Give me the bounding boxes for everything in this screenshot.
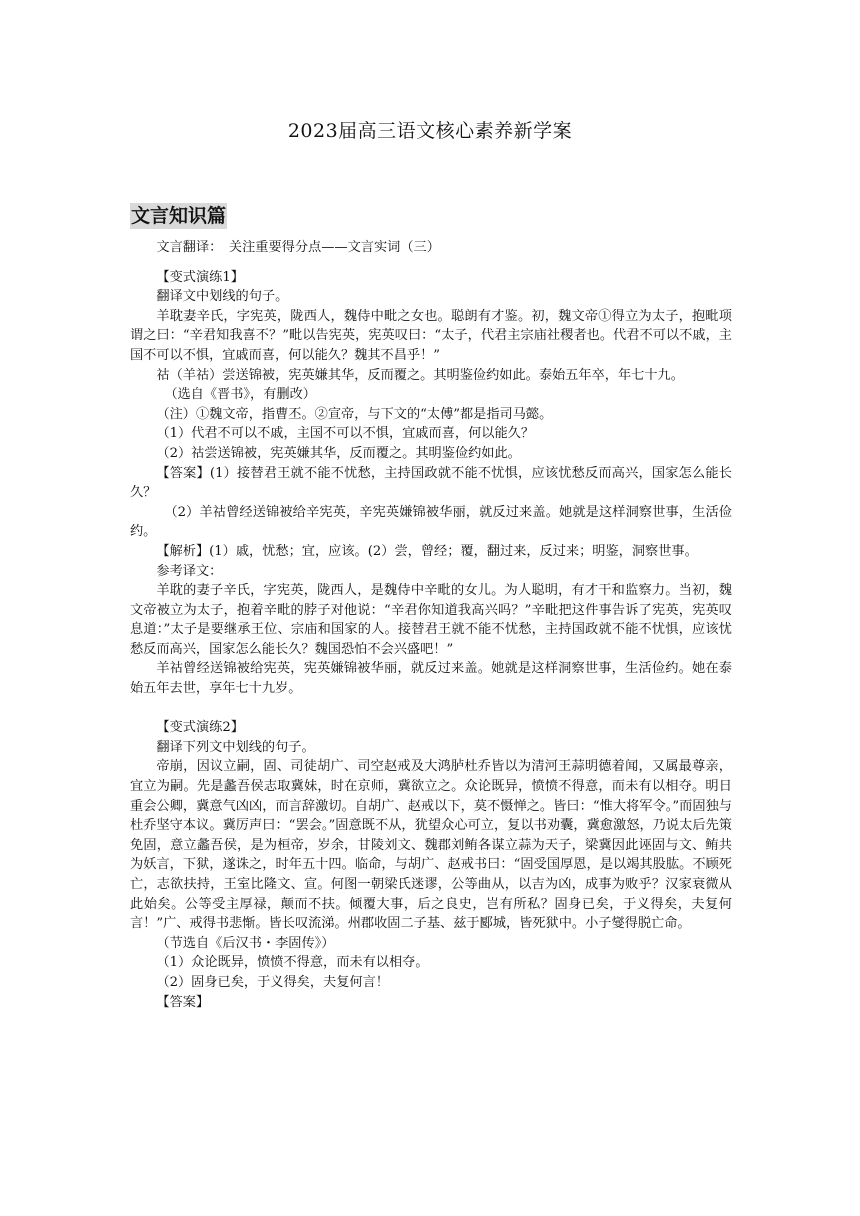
exercise-2-source: （节选自《后汉书・李固传》） [156,935,335,951]
exercise-1-reference-label: 参考译文： [156,563,223,579]
lesson-subtitle: 文言翻译： 关注重要得分点——文言实词（三） [156,240,440,255]
exercise-1-question-2: （2）祜尝送锦被，宪英嫌其华，反而覆之。其明鉴俭约如此。 [156,445,521,461]
exercise-1-heading: 【变式演练1】 [156,269,244,285]
exercise-1-passage: 羊耽妻辛氏，字宪英，陇西人，魏侍中毗之女也。聪朗有才鉴。初，魏文帝①得立为太子，抱毗项谓之曰：“辛君知我喜不？”毗以告宪英，宪英叹曰：“太子，代君主宗庙社稷者也。代君不可以不戚，主国不可以不惧，宜戚而喜，何以能久？魏其不昌乎！” [130,308,732,363]
document-body [130,238,732,1012]
exercise-2-passage: 帝崩，因议立嗣，固、司徒胡广、司空赵戒及大鸿胪杜乔皆以为清河王蒜明德着闻，又属最尊亲，宜立为嗣。先是蠡吾侯志取冀妹，时在京师，冀欲立之。众论既异，愤愤不得意，而未有以相夺。明日重会公卿，冀意气凶凶，而言辞激切。自胡广、赵戒以下，莫不慑惮之。皆曰：“惟大将军令。”而固独与杜乔坚守本议。冀厉声曰：“罢会。”固意既不从，犹望众心可立，复以书劝囊，冀愈激怒，乃说太后先策免固，意立蠡吾侯，是为桓帝，岁余，甘陵刘文、魏郡刘鲔各谋立蒜为天子，梁冀因此诬固与文、鲔共为妖言，下狱，遂诛之，时年五十四。临命，与胡广、赵戒书曰：“固受国厚恩，是以竭其股肱。不顾死亡，志欲扶持，王室比隆文、宣。何图一朝梁氏迷谬，公等曲从，以吉为凶，成事为败乎？汉家衰微从此始矣。公等受主厚禄，颠而不扶。倾覆大事，后之良史，岂有所私？固身已矣，于义得矣，夫复何言！”广、戒得书悲惭。皆长叹流涕。州郡收固二子基、兹于郾城，皆死狱中。小子燮得脱亡命。 [130,759,732,932]
page-title: 2023届高三语文核心素养新学案 [287,120,573,142]
exercise-1-reference-text: 羊耽的妻子辛氏，字宪英，陇西人，是魏侍中辛毗的女儿。为人聪明，有才干和监察力。当初，魏文帝被立为太子，抱着辛毗的脖子对他说：“辛君你知道我高兴吗？”辛毗把这件事告诉了宪英，宪英叹息道：”太子是要继承王位、宗庙和国家的人。接替君王就不能不忧愁，主持国政就不能不忧惧，应该忧愁反而高兴，国家怎么能长久？魏国恐怕不会兴盛吧！” [130,583,732,657]
exercise-1-question-1: （1）代君不可以不戚，主国不可以不惧，宜戚而喜，何以能久？ [156,426,535,442]
exercise-1-source: （选自《晋书》，有删改） [164,387,316,403]
section-heading: 文言知识篇 [131,205,227,227]
exercise-2-instruction: 翻译下列文中划线的句子。 [156,739,315,755]
exercise-2-heading: 【变式演练2】 [156,720,244,736]
exercise-1-answer-2: （2）羊祜曾经送锦被给辛宪英，辛宪英嫌锦被华丽，就反过来盖。她就是这样洞察世事，生活俭约。 [130,504,732,540]
exercise-1-passage: 祜（羊祜）尝送锦被，宪英嫌其华，反而覆之。其明鉴俭约如此。泰始五年卒，年七十九。 [156,367,684,383]
exercise-1-reference-text: 羊祜曾经送锦被给宪英，宪英嫌锦被华丽，就反过来盖。她就是这样洞察世事，生活俭约。她在泰始五年去世，享年七十九岁。 [130,661,732,697]
exercise-2-question-1: （1）众论既异，愤愤不得意，而未有以相夺。 [156,955,429,971]
exercise-1-instruction: 翻译文中划线的句子。 [156,289,289,305]
exercise-2-question-2: （2）固身已矣，于义得矣，夫复何言！ [156,974,389,990]
exercise-1-note: （注）①魏文帝，指曹丕。②宣帝，与下文的“太傅”都是指司马懿。 [156,406,553,422]
exercise-2-answer-label: 【答案】 [156,994,210,1010]
exercise-1-answer-1: 【答案】(1）接替君王就不能不忧愁，主持国政就不能不忧惧，应该忧愁反而高兴，国家怎么能长久？ [130,465,732,501]
exercise-1-analysis: 【解析】(1）戚，忧愁；宜，应该。(2）尝，曾经；覆，翻过来，反过来；明鉴，洞察世事。 [156,543,698,559]
